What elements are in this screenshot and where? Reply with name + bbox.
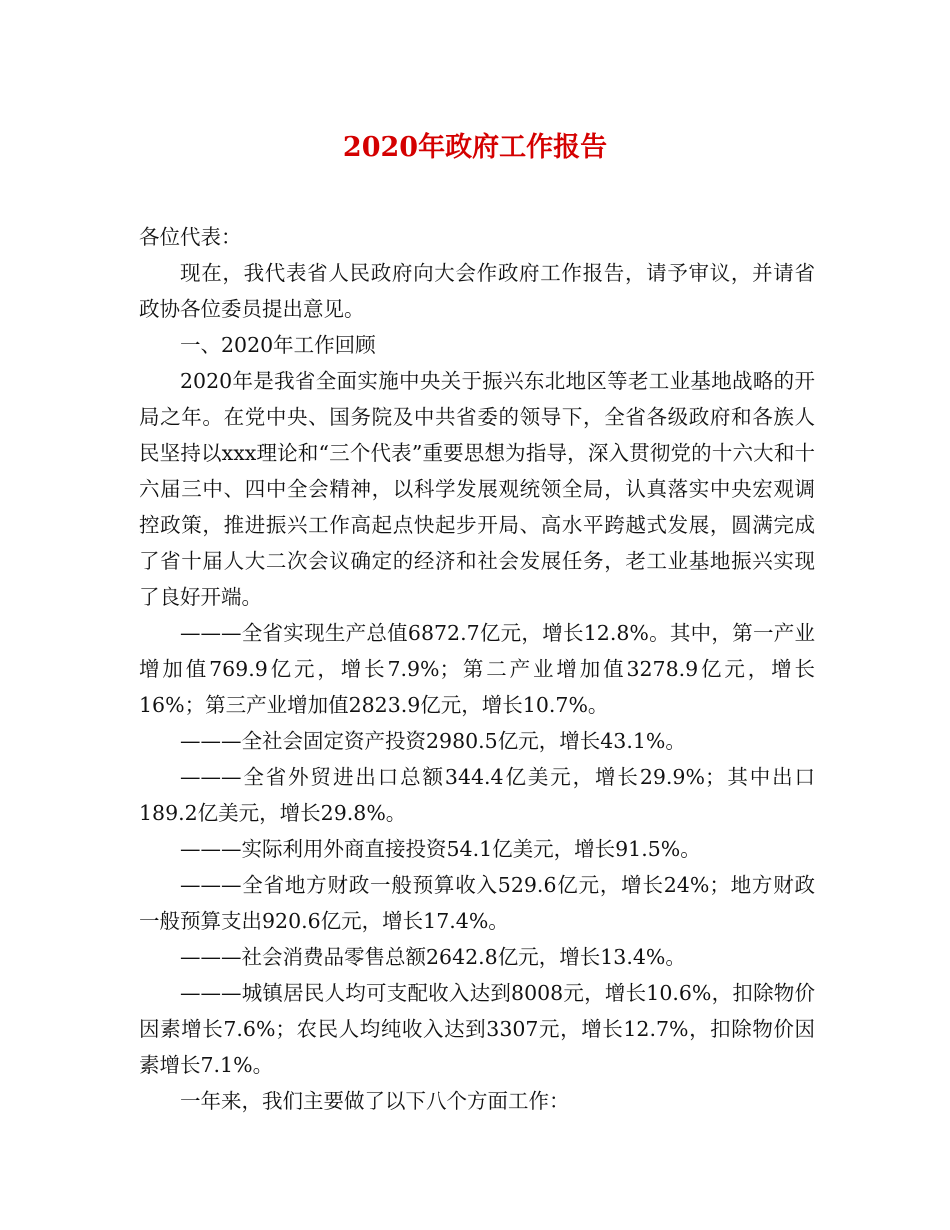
stat-retail: ———社会消费品零售总额2642.8亿元，增长13.4%。	[180, 945, 686, 969]
stat-gdp: ———全省实现生产总值6872.7亿元，增长12.8%。其中，第一产业增加值769.9亿元，增长7.9%；第二产业增加值3278.9亿元，增长16%；第三产业增加值2823.9亿元，增长10.7%。	[139, 621, 815, 717]
stat-fiscal: ———全省地方财政一般预算收入529.6亿元，增长24%；地方财政一般预算支出920.6亿元，增长17.4%。	[139, 873, 815, 933]
section-heading: 一、2020年工作回顾	[180, 333, 376, 357]
paragraph-intro: 现在，我代表省人民政府向大会作政府工作报告，请予审议，并请省政协各位委员提出意见。	[139, 261, 815, 321]
stat-income: ———城镇居民人均可支配收入达到8008元，增长10.6%，扣除物价因素增长7.6%；农民人均纯收入达到3307元，增长12.7%，扣除物价因素增长7.1%。	[139, 981, 815, 1077]
document-title: 2020年政府工作报告	[342, 132, 608, 163]
salutation: 各位代表：	[139, 225, 242, 249]
paragraph-summary: 一年来，我们主要做了以下八个方面工作：	[180, 1089, 570, 1113]
stat-fixed-investment: ———全社会固定资产投资2980.5亿元，增长43.1%。	[180, 729, 686, 753]
paragraph-overview: 2020年是我省全面实施中央关于振兴东北地区等老工业基地战略的开局之年。在党中央、国务院及中共省委的领导下，全省各级政府和各族人民坚持以xxx理论和“三个代表”重要思想为指导，深入贯彻党的十六大和十六届三中、四中全会精神，以科学发展观统领全局，认真落实中央宏观调控政策，推进振兴工作高起点快起步开局、高水平跨越式发展，圆满完成了省十届人大二次会议确定的经济和社会发展任务，老工业基地振兴实现了良好开端。	[139, 369, 815, 609]
document-body	[139, 219, 815, 1119]
stat-foreign-trade: ———全省外贸进出口总额344.4亿美元，增长29.9%；其中出口189.2亿美元，增长29.8%。	[139, 765, 815, 825]
stat-foreign-investment: ———实际利用外商直接投资54.1亿美元，增长91.5%。	[180, 837, 701, 861]
